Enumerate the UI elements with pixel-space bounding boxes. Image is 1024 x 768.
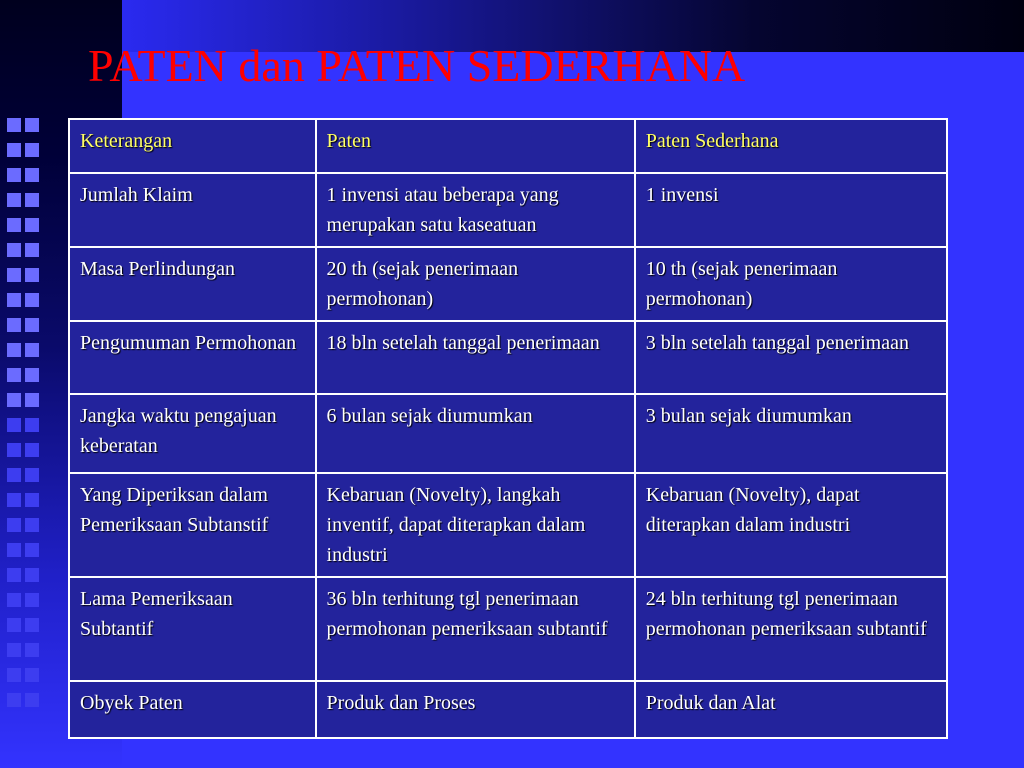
table-row bbox=[69, 173, 947, 247]
table-cell: 3 bulan sejak diumumkan bbox=[635, 394, 947, 473]
table-cell: Lama Pemeriksaan Subtantif bbox=[69, 577, 316, 681]
table-cell: 1 invensi atau beberapa yang merupakan satu kaseatuan bbox=[316, 173, 635, 247]
header-keterangan: Keterangan bbox=[69, 119, 316, 173]
table-row bbox=[69, 247, 947, 321]
header-paten-sederhana: Paten Sederhana bbox=[635, 119, 947, 173]
table-cell: Jumlah Klaim bbox=[69, 173, 316, 247]
header-paten: Paten bbox=[316, 119, 635, 173]
table-cell: Obyek Paten bbox=[69, 681, 316, 738]
table-row bbox=[69, 394, 947, 473]
comparison-table bbox=[68, 118, 948, 739]
table-cell: Kebaruan (Novelty), dapat diterapkan dalam industri bbox=[635, 473, 947, 577]
table-row bbox=[69, 321, 947, 394]
table-cell: Pengumuman Permohonan bbox=[69, 321, 316, 394]
table-cell: 1 invensi bbox=[635, 173, 947, 247]
table-cell: Yang Diperiksan dalam Pemeriksaan Subtanstif bbox=[69, 473, 316, 577]
table-cell: 18 bln setelah tanggal penerimaan bbox=[316, 321, 635, 394]
table-cell: Kebaruan (Novelty), langkah inventif, dapat diterapkan dalam industri bbox=[316, 473, 635, 577]
table-header-row bbox=[69, 119, 947, 173]
slide-title: PATEN dan PATEN SEDERHANA bbox=[88, 40, 746, 91]
table-cell: 36 bln terhitung tgl penerimaan permohonan pemeriksaan subtantif bbox=[316, 577, 635, 681]
table-cell: Produk dan Proses bbox=[316, 681, 635, 738]
table-row bbox=[69, 577, 947, 681]
table-cell: 20 th (sejak penerimaan permohonan) bbox=[316, 247, 635, 321]
table-cell: 10 th (sejak penerimaan permohonan) bbox=[635, 247, 947, 321]
decorative-squares bbox=[7, 118, 39, 718]
table-row bbox=[69, 473, 947, 577]
table-cell: Masa Perlindungan bbox=[69, 247, 316, 321]
table-cell: 6 bulan sejak diumumkan bbox=[316, 394, 635, 473]
table-cell: 24 bln terhitung tgl penerimaan permohonan pemeriksaan subtantif bbox=[635, 577, 947, 681]
table-cell: 3 bln setelah tanggal penerimaan bbox=[635, 321, 947, 394]
table-row bbox=[69, 681, 947, 738]
table-cell: Produk dan Alat bbox=[635, 681, 947, 738]
table-cell: Jangka waktu pengajuan keberatan bbox=[69, 394, 316, 473]
